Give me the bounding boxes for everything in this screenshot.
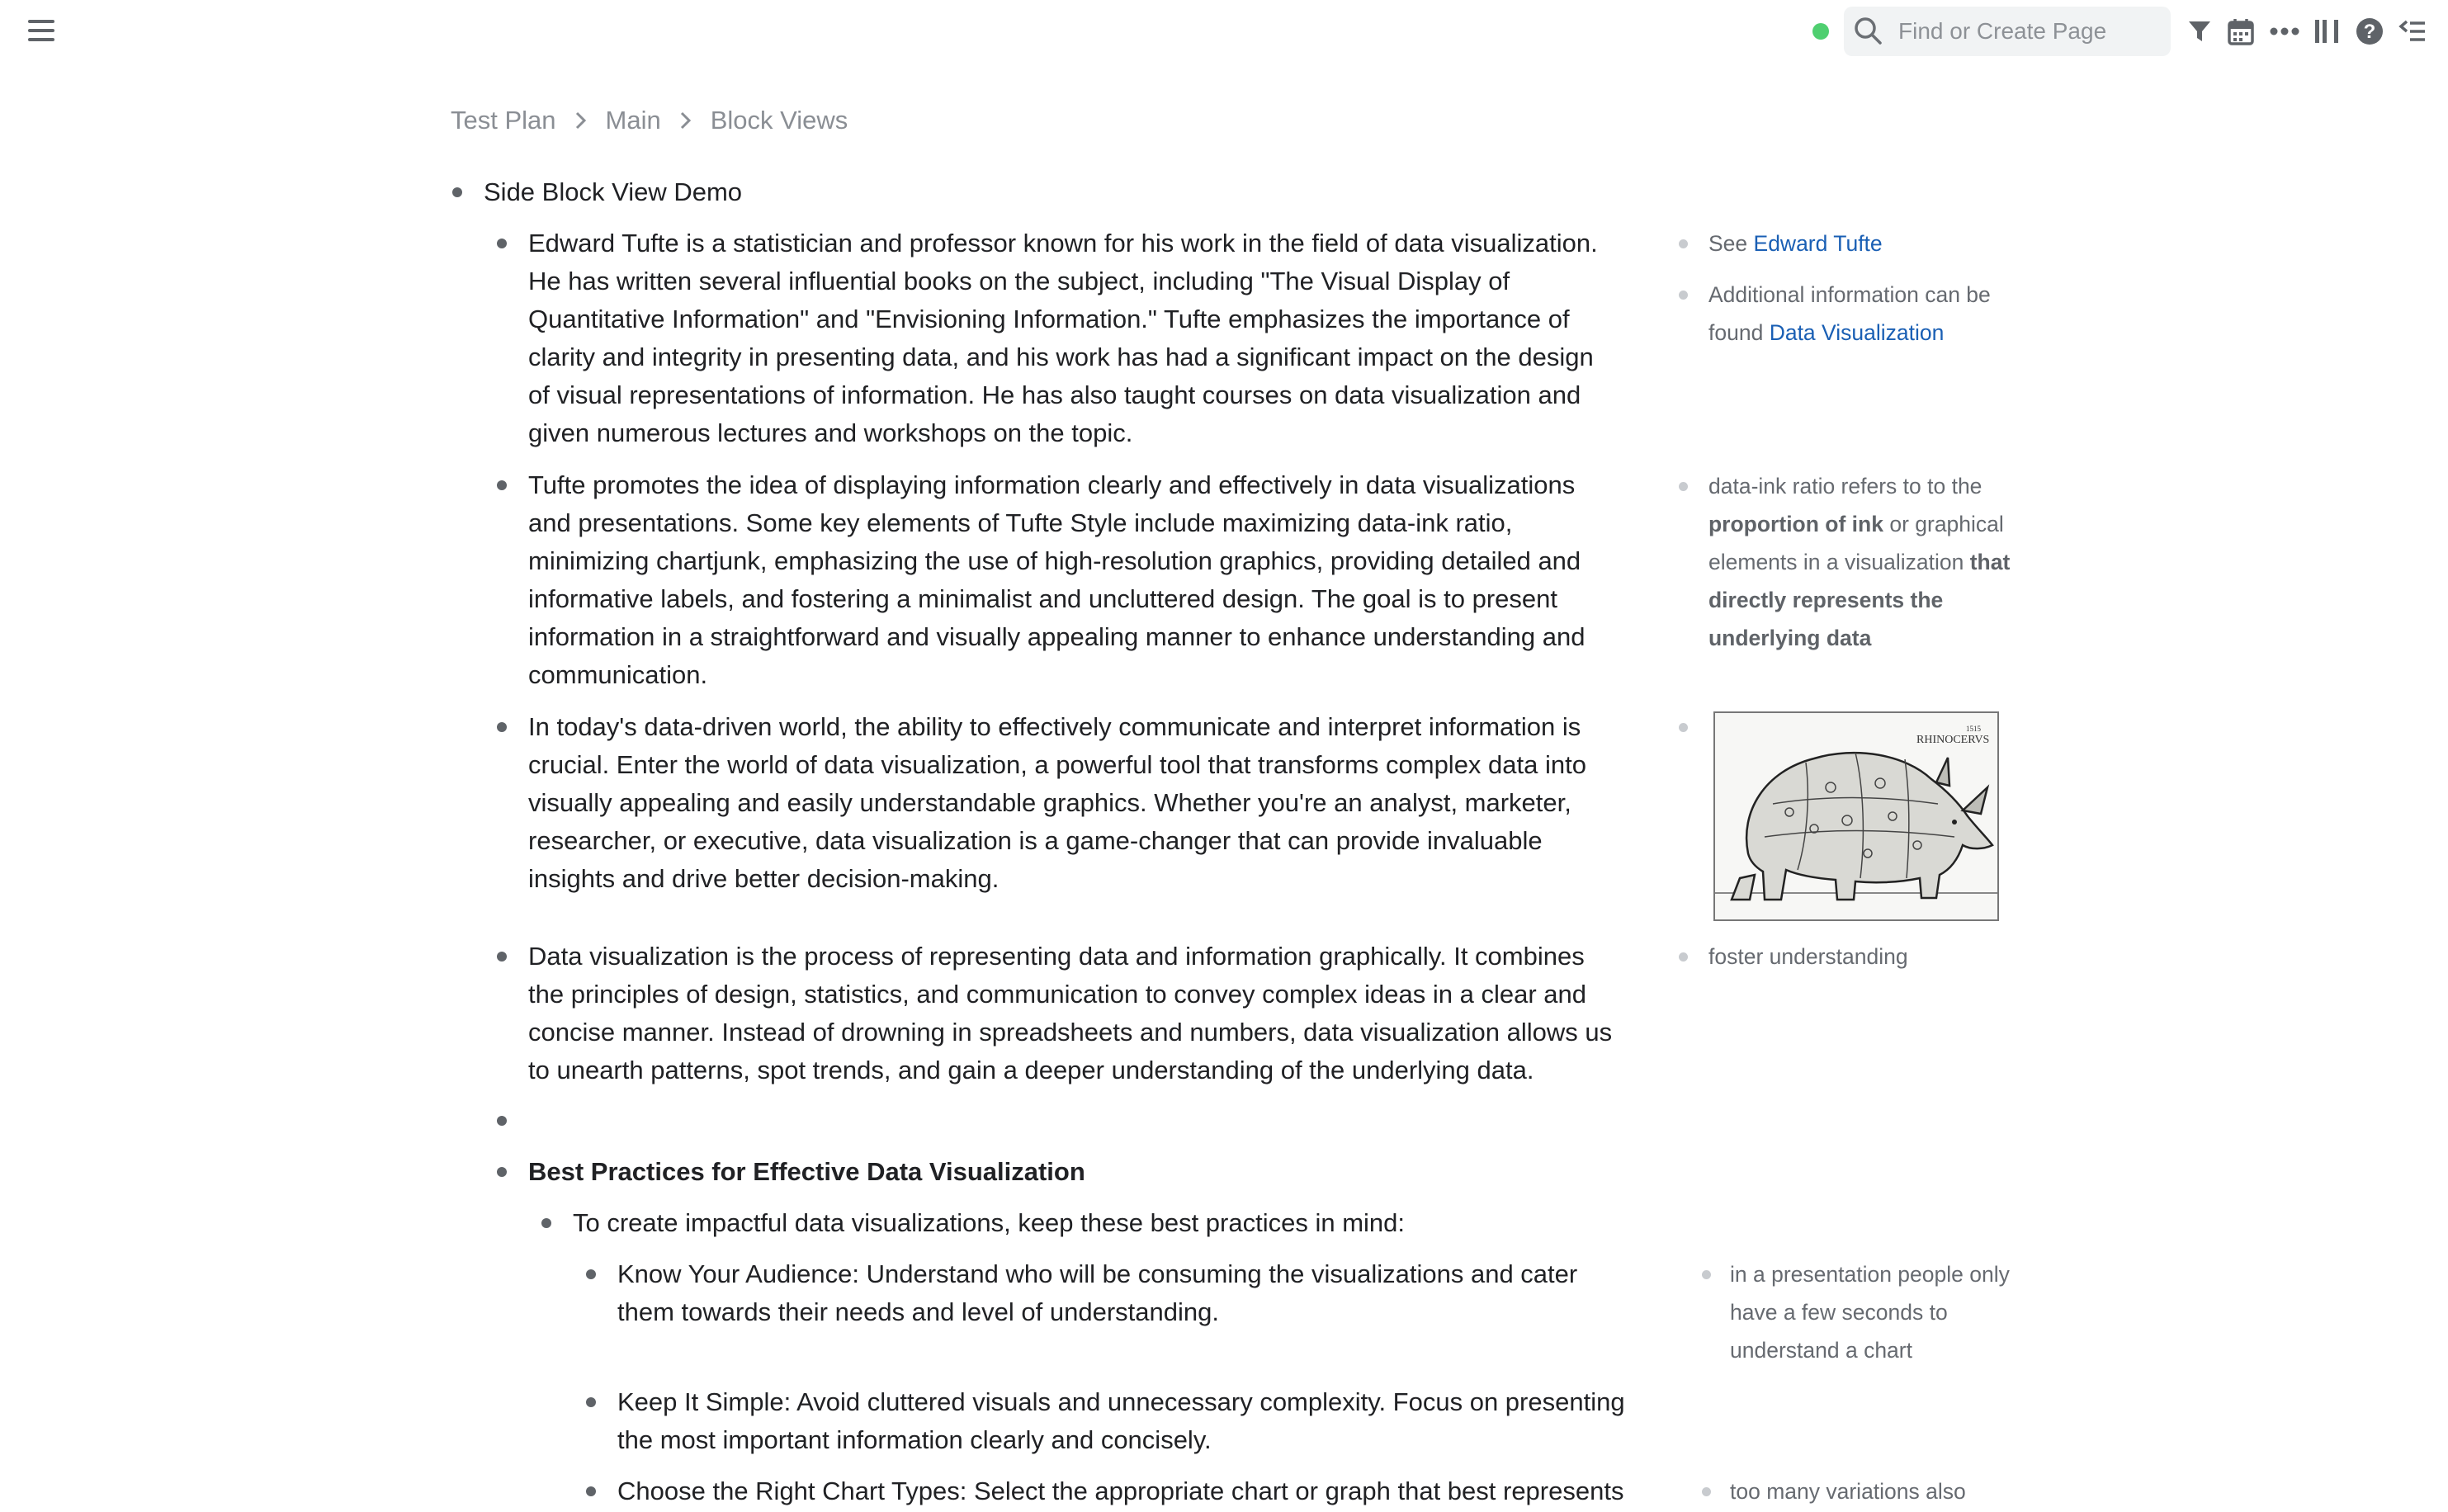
svg-text:?: ? [2363, 21, 2376, 43]
side-block-additional-info[interactable]: Additional information can be found Data Visualization [1708, 282, 1991, 345]
search-icon [1852, 15, 1885, 48]
more-icon[interactable] [2266, 15, 2303, 48]
block-keep-simple[interactable]: Keep It Simple: Avoid cluttered visuals and unnecessary complexity. Focus on presenting the most important information clearly and concisely. [617, 1387, 1625, 1454]
side-block-bullet[interactable] [1679, 239, 1688, 248]
help-icon[interactable] [2354, 15, 2385, 48]
side-block-variations[interactable]: too many variations also [1730, 1479, 1966, 1504]
block-bullet[interactable] [497, 722, 507, 732]
side-block-foster-understanding[interactable]: foster understanding [1708, 944, 1908, 969]
sync-status-dot [1812, 23, 1829, 40]
side-block-data-ink[interactable]: data-ink ratio refers to to the proportion of ink or graphical elements in a visualization that directly represents the underlying data [1708, 474, 2011, 650]
block-right-chart-types[interactable]: Choose the Right Chart Types: Select the appropriate chart or graph that best represents [617, 1477, 1624, 1505]
breadcrumb [451, 106, 848, 135]
block-bullet-empty[interactable] [497, 1116, 507, 1126]
block-bullet[interactable] [586, 1486, 596, 1496]
right-sidebar-icon[interactable] [2397, 15, 2428, 48]
block-bullet[interactable] [586, 1397, 596, 1407]
side-block-bullet[interactable] [1679, 723, 1688, 732]
block-bullet[interactable] [541, 1218, 551, 1228]
link-edward-tufte[interactable]: Edward Tufte [1753, 231, 1883, 256]
side-block-presentation[interactable]: in a presentation people only have a few seconds to understand a chart [1730, 1262, 2010, 1363]
block-data-driven-world[interactable]: In today's data-driven world, the ability to effectively communicate and interpret information is crucial. Enter the world of data visualization, a powerful tool that transforms complex data into visually appealing and easily understandable graphics. Whether you're an analyst, marketer, researcher, or executive, data visualization is a game-changer that can provide invaluable insights and drive better decision-making. [528, 712, 1586, 893]
breadcrumb-test-plan[interactable]: Test Plan [451, 106, 556, 135]
chevron-right-icon [679, 111, 692, 130]
side-block-see[interactable]: See Edward Tufte [1708, 231, 1883, 256]
block-bullet[interactable] [497, 480, 507, 490]
link-data-visualization[interactable]: Data Visualization [1769, 320, 1945, 345]
side-block-bullet[interactable] [1702, 1487, 1711, 1496]
block-bullet[interactable] [497, 952, 507, 962]
side-block-bullet[interactable] [1679, 952, 1688, 962]
block-best-practices-intro[interactable]: To create impactful data visualizations, keep these best practices in mind: [573, 1208, 1406, 1237]
breadcrumb-block-views[interactable]: Block Views [710, 106, 848, 135]
side-block-bullet[interactable] [1702, 1270, 1711, 1279]
block-bullet[interactable] [452, 187, 462, 197]
rhinoceros-woodcut-image[interactable] [1713, 711, 1999, 921]
search-input[interactable] [1897, 17, 2164, 45]
sidebar-panel-icon[interactable] [2311, 15, 2342, 48]
breadcrumb-main[interactable]: Main [605, 106, 661, 135]
side-block-bullet[interactable] [1679, 482, 1688, 491]
chevron-right-icon [574, 111, 588, 130]
block-know-audience[interactable]: Know Your Audience: Understand who will be consuming the visualizations and cater them towards their needs and level of understanding. [617, 1259, 1578, 1326]
calendar-icon[interactable] [2225, 15, 2257, 48]
filter-icon[interactable] [2184, 15, 2215, 48]
block-bullet[interactable] [497, 239, 507, 248]
block-bullet[interactable] [586, 1269, 596, 1279]
block-best-practices-heading[interactable]: Best Practices for Effective Data Visualization [528, 1157, 1085, 1186]
search-box[interactable] [1844, 7, 2171, 56]
side-block-bullet[interactable] [1679, 291, 1688, 300]
block-edward-tufte[interactable]: Edward Tufte is a statistician and professor known for his work in the field of data visualization. He has written several influential books on the subject, including "The Visual Display of Quantitative Information" and "Envisioning Information." Tufte emphasizes the importance of clarity and integrity in presenting data, and his work has had a significant impact on the design of visual representations of information. He has also taught courses on data visualization and given numerous lectures and workshops on the topic. [528, 229, 1598, 447]
block-root-title[interactable]: Side Block View Demo [484, 177, 743, 206]
block-data-visualization[interactable]: Data visualization is the process of representing data and information graphically. It combines the principles of design, statistics, and communication to convey complex ideas in a clear and concise manner. Instead of drowning in spreadsheets and numbers, data visualization allows us to unearth patterns, spot trends, and gain a deeper understanding of the underlying data. [528, 942, 1613, 1084]
block-bullet[interactable] [497, 1167, 507, 1177]
block-tufte-style[interactable]: Tufte promotes the idea of displaying information clearly and effectively in data visualizations and presentations. Some key elements of Tufte Style include maximizing data-ink ratio, minimizing chartjunk, emphasizing the use of high-resolution graphics, providing detailed and informative labels, and fostering a minimalist and uncluttered design. The goal is to present information in a straightforward and visually appealing manner to enhance understanding and communication. [528, 470, 1586, 689]
rhino-year-text: 1515 [1966, 725, 1981, 733]
rhino-caption-text: RHINOCERVS [1916, 734, 1990, 746]
menu-icon[interactable] [28, 20, 54, 43]
